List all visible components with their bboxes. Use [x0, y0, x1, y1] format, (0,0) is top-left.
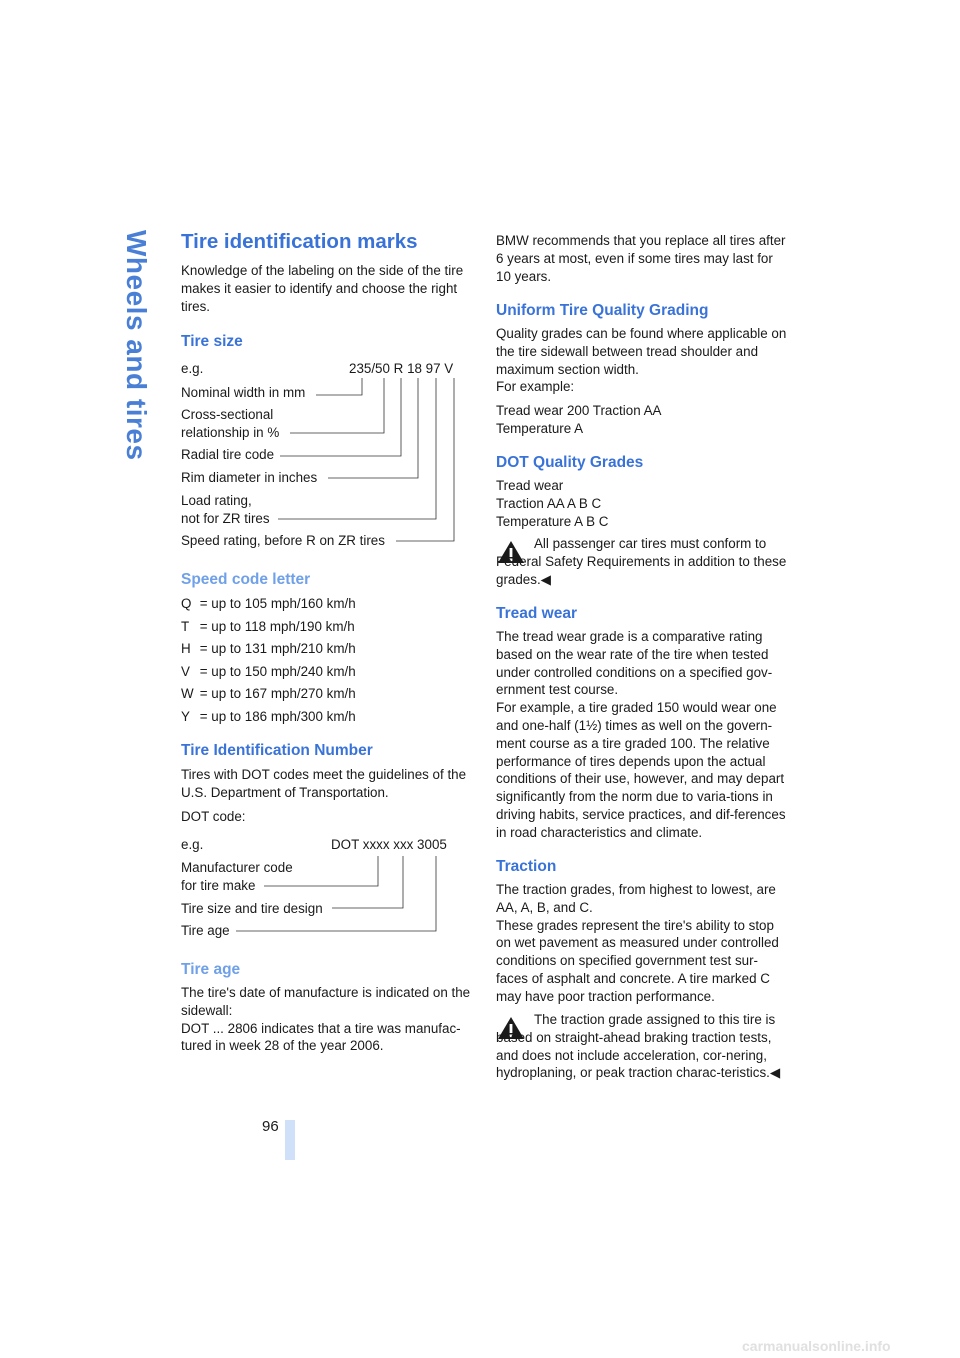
speed-value: = up to 131 mph/210 km/h [199, 641, 356, 656]
leader-line-age [236, 856, 436, 931]
dot-quality-heading: DOT Quality Grades [496, 454, 644, 471]
dot-quality-warning-text: All passenger car tires must conform to Federal Safety Requirements in addition to these grades.◀ [496, 536, 787, 587]
traction-heading: Traction [496, 858, 557, 875]
utqg-text: Quality grades can be found where applicable on the tire sidewall between tread shoulder and maximum section width. [496, 326, 787, 377]
tire-size-heading: Tire size [181, 333, 243, 350]
label-manufacturer-code: Manufacturer code [181, 860, 293, 875]
label-nominal-width: Nominal width in mm [181, 385, 306, 400]
tread-wear-p2: For example, a tire graded 150 would wear one and one-half (1½) times as well on the govern-ment course as a tire graded 100. The relative performance of tires depends upon the actual conditions of their use, however, and may depart significantly from the norm due to varia-tions in driving habits, service practices, and dif-ferences in road characteristics and climate. [496, 700, 786, 840]
tread-wear-p1: The tread wear grade is a comparative rating based on the wear rate of the tire when tested under controlled conditions on a specified gov-ernment test course. [496, 629, 773, 698]
dot-code-label: DOT code: [181, 808, 246, 824]
label-not-for-zr: not for ZR tires [181, 511, 270, 526]
page-marker-bar [285, 1120, 295, 1160]
recommend-paragraph [496, 232, 788, 291]
leader-line-manufacturer [264, 856, 378, 886]
traction-paragraph [496, 881, 788, 1012]
dot-quality-list [496, 477, 788, 530]
dot-leader-lines [0, 800, 960, 960]
tire-age-line1: The tire's date of manufacture is indicated on the sidewall: [181, 985, 471, 1018]
speed-value: = up to 167 mph/270 km/h [199, 686, 356, 701]
speed-value: = up to 150 mph/240 km/h [199, 664, 356, 679]
speed-row [181, 641, 356, 656]
speed-row [181, 664, 356, 679]
speed-letter: V [181, 664, 190, 679]
speed-row [181, 709, 356, 724]
utqg-example-label: For example: [496, 379, 575, 395]
chapter-title: Wheels and tires [121, 230, 152, 461]
label-tire-size-design: Tire size and tire design [181, 901, 323, 916]
label-for-tire-make: for tire make [181, 878, 256, 893]
leader-line-rim [328, 378, 418, 478]
speed-letter: Y [181, 709, 190, 724]
utqg-heading: Uniform Tire Quality Grading [496, 302, 709, 319]
traction-p1: The traction grades, from highest to lowest, are AA, A, B, and C. [496, 882, 776, 915]
leader-line-width [316, 378, 362, 395]
dot-quality-line: Traction AA A B C [496, 495, 602, 511]
speed-value: = up to 105 mph/160 km/h [199, 596, 356, 611]
label-rim-diameter: Rim diameter in inches [181, 470, 318, 485]
dot-quality-warning [496, 535, 788, 594]
tin-heading: Tire Identification Number [181, 742, 373, 759]
tin-text: Tires with DOT codes meet the guidelines of the U.S. Department of Transportation. [181, 767, 467, 800]
traction-warning [496, 1011, 788, 1088]
speed-letter: H [181, 641, 191, 656]
speed-row [181, 596, 356, 611]
tire-size-example-code: 235/50 R 18 97 V [349, 361, 454, 376]
speed-letter: Q [181, 596, 192, 611]
dot-example-code: DOT xxxx xxx 3005 [331, 837, 447, 852]
speed-value: = up to 186 mph/300 km/h [199, 709, 356, 724]
speed-letter: T [181, 619, 190, 634]
traction-p2: These grades represent the tire's ability to stop on wet pavement as measured under controlled conditions on specified government test sur-faces of asphalt and concrete. A tire marked C may have poor traction performance. [496, 917, 779, 1004]
speed-value: = up to 118 mph/190 km/h [199, 619, 355, 634]
intro-text: Knowledge of the labeling on the side of the tire makes it easier to identify and choose the right tires. [181, 263, 464, 314]
leader-line-load [278, 378, 436, 519]
dot-eg: e.g. [181, 837, 204, 852]
tire-size-leader-lines [0, 0, 960, 600]
label-load-rating: Load rating, [181, 493, 252, 508]
page-title: Tire identification marks [181, 230, 418, 253]
utqg-example-2: Temperature A [496, 420, 584, 436]
tire-size-eg: e.g. [181, 361, 204, 376]
leader-line-speed [396, 378, 454, 541]
leader-line-size-design [332, 856, 403, 908]
speed-row [181, 686, 356, 701]
leader-line-ratio [290, 378, 384, 433]
dot-quality-line: Temperature A B C [496, 513, 609, 529]
label-radial-tire-code: Radial tire code [181, 447, 275, 462]
speed-letter: W [181, 686, 194, 701]
recommend-text: BMW recommends that you replace all tires after 6 years at most, even if some tires may last for 10 years. [496, 233, 786, 284]
tread-wear-paragraph [496, 628, 788, 848]
utqg-paragraph [496, 325, 788, 444]
dot-quality-line: Tread wear [496, 478, 564, 493]
leader-line-radial [280, 378, 401, 456]
label-speed-rating: Speed rating, before R on ZR tires [181, 533, 385, 548]
utqg-example-1: Tread wear 200 Traction AA [496, 403, 662, 419]
tread-wear-heading: Tread wear [496, 605, 577, 622]
watermark: carmanualsonline.info [742, 1338, 891, 1354]
tire-age-line2: DOT ... 2806 indicates that a tire was manufac-tured in week 28 of the year 2006. [181, 1020, 461, 1054]
speed-code-heading: Speed code letter [181, 571, 311, 588]
tire-age-heading: Tire age [181, 961, 241, 978]
tire-age-paragraph [181, 984, 473, 1061]
label-tire-age: Tire age [181, 923, 230, 938]
label-cross-sectional: Cross-sectional [181, 407, 274, 422]
traction-warning-text: The traction grade assigned to this tire is based on straight-ahead braking traction tests, and does not include acceleration, cor-nering, hydroplaning, or peak traction charac-teristics.◀ [496, 1012, 781, 1081]
speed-row [181, 619, 355, 634]
page-number: 96 [262, 1118, 279, 1135]
label-relationship: relationship in % [181, 425, 280, 440]
